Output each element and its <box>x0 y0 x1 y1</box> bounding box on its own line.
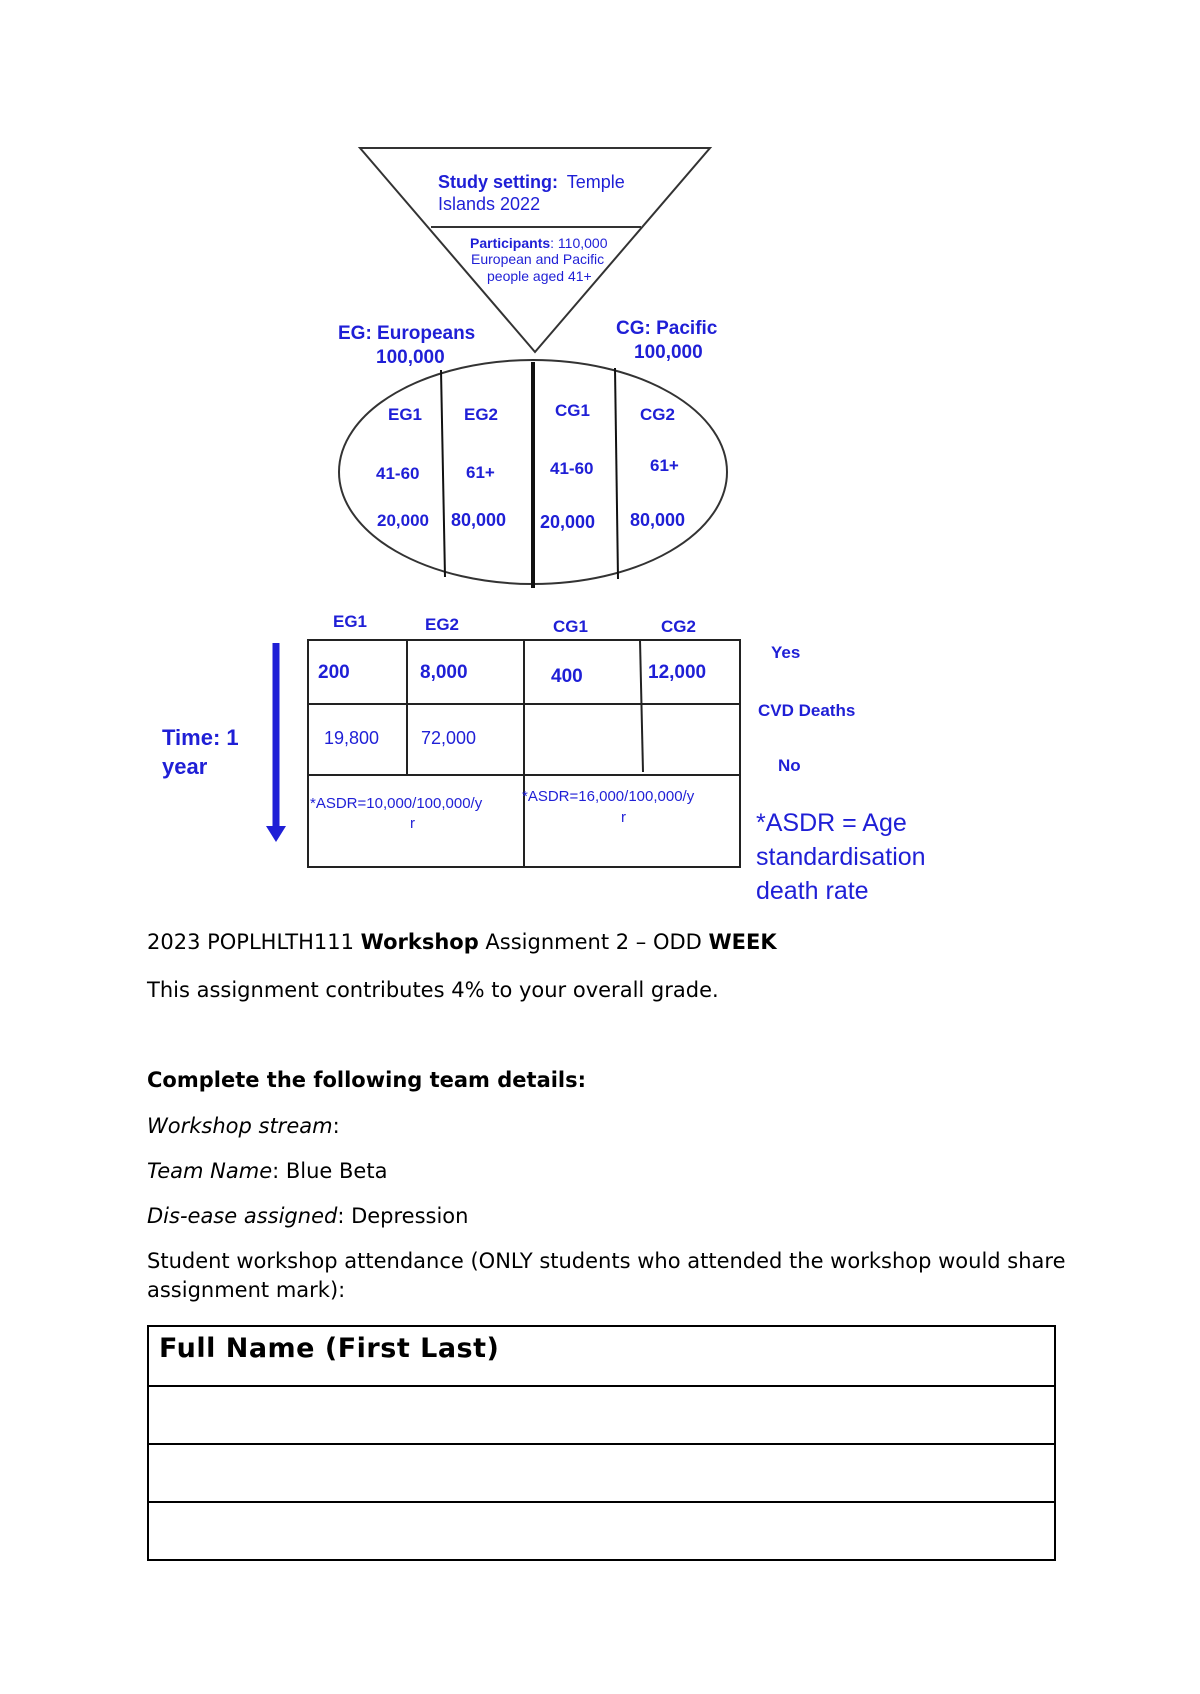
asdr-definition-line2: standardisation <box>756 843 926 871</box>
disease-label: Dis-ease assigned <box>147 1204 338 1228</box>
time-label-line2: year <box>162 754 208 779</box>
cg-title: CG: Pacific <box>616 318 718 339</box>
title-year: 2023 POPLHLTH111 <box>147 930 361 954</box>
study-setting-label: Study setting: <box>438 172 558 192</box>
cg-total: 100,000 <box>634 342 703 363</box>
group-eg1-age: 41-60 <box>376 464 420 483</box>
team-name-line <box>147 1157 1067 1186</box>
full-name-header: Full Name (First Last) <box>148 1326 1055 1386</box>
assignment-title <box>147 930 1067 954</box>
group-eg1-n: 20,000 <box>377 511 429 530</box>
asdr-cg-line2: r <box>621 809 626 826</box>
name-cell[interactable] <box>148 1444 1055 1502</box>
group-eg2-n: 80,000 <box>451 510 507 530</box>
name-cell[interactable] <box>148 1386 1055 1444</box>
asdr-definition-line3: death rate <box>756 877 869 905</box>
study-setting-value2: Islands 2022 <box>438 194 541 214</box>
participants-line2: European and Pacific <box>471 251 605 267</box>
no-eg2: 72,000 <box>421 728 477 748</box>
title-bold-workshop: Workshop <box>360 930 479 954</box>
group-eg2-name: EG2 <box>464 405 499 424</box>
disease-line <box>147 1202 1067 1231</box>
disease-value: : Depression <box>337 1204 469 1228</box>
table-header-cg2: CG2 <box>661 617 696 636</box>
table-header-eg2: EG2 <box>425 615 460 634</box>
attendance-table <box>147 1325 1056 1561</box>
time-arrow-head <box>266 826 286 842</box>
team-name-value: : Blue Beta <box>272 1159 388 1183</box>
yes-cg1: 400 <box>551 666 583 687</box>
eg-title: EG: Europeans <box>338 323 476 344</box>
asdr-cg-line1: *ASDR=16,000/100,000/y <box>522 788 695 805</box>
workshop-stream-line <box>147 1112 1067 1141</box>
table-row[interactable] <box>148 1502 1055 1560</box>
yes-cg2: 12,000 <box>648 662 707 683</box>
group-eg1-name: EG1 <box>388 405 423 424</box>
participants-line3: people aged 41+ <box>487 268 592 284</box>
title-mid: Assignment 2 – ODD <box>478 930 709 954</box>
group-cg2-age: 61+ <box>650 456 679 475</box>
team-name-label: Team Name <box>147 1159 273 1183</box>
eg-total: 100,000 <box>376 347 445 368</box>
study-setting-value: Temple <box>566 172 625 192</box>
table-row[interactable] <box>148 1386 1055 1444</box>
workshop-stream-label: Workshop stream <box>147 1114 333 1138</box>
asdr-eg-line2: r <box>410 815 415 832</box>
svg-text:Participants: 110,000 <box>470 235 608 251</box>
asdr-definition-line1: *ASDR = Age <box>756 809 907 837</box>
group-cg1-n: 20,000 <box>540 512 596 532</box>
participants-label: Participants <box>470 235 551 251</box>
group-cg2-name: CG2 <box>640 405 675 424</box>
asdr-eg-line1: *ASDR=10,000/100,000/y <box>310 795 483 812</box>
yes-eg2: 8,000 <box>420 662 468 683</box>
yes-eg1: 200 <box>318 662 350 683</box>
group-cg2-n: 80,000 <box>630 510 686 530</box>
svg-text:Study setting: Temple <box>438 172 625 192</box>
group-cg1-age: 41-60 <box>550 459 594 478</box>
group-cg1-name: CG1 <box>555 401 590 420</box>
name-cell[interactable] <box>148 1502 1055 1560</box>
yes-label: Yes <box>771 643 801 662</box>
no-label: No <box>778 756 801 775</box>
group-eg2-age: 61+ <box>466 463 495 482</box>
contribution-text: This assignment contributes 4% to your overall grade. <box>147 978 719 1002</box>
workshop-stream-value: : <box>332 1114 340 1138</box>
table-header-cg1: CG1 <box>553 617 588 636</box>
no-eg1: 19,800 <box>324 728 380 748</box>
table-row[interactable] <box>148 1444 1055 1502</box>
cvd-deaths-label: CVD Deaths <box>758 701 856 720</box>
table-header-eg1: EG1 <box>333 612 368 631</box>
participants-count: : 110,000 <box>550 235 608 251</box>
table-header-row <box>148 1326 1055 1386</box>
time-label-line1: Time: 1 <box>162 725 239 750</box>
title-bold-week: WEEK <box>708 930 777 954</box>
attendance-text: Student workshop attendance (ONLY students who attended the workshop would share assignment mark): <box>147 1249 1066 1302</box>
team-details-heading: Complete the following team details: <box>147 1068 587 1092</box>
